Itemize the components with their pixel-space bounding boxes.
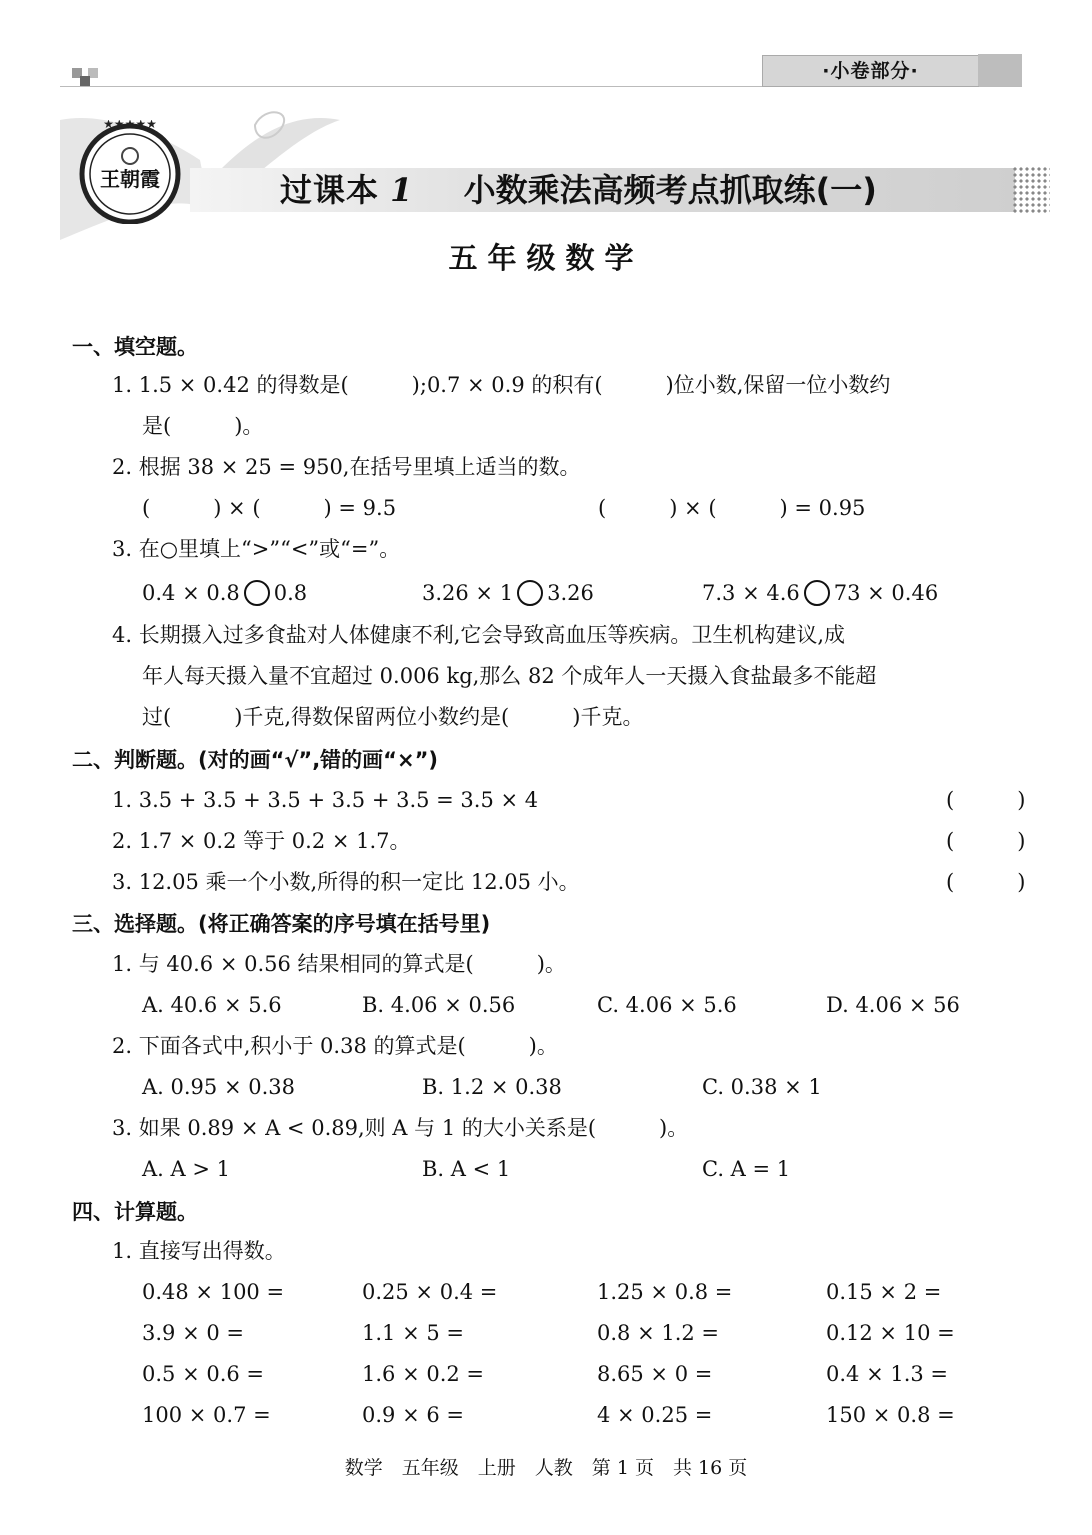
calc-item: 100 × 0.7 =: [142, 1403, 271, 1427]
calc-item: 0.9 × 6 =: [362, 1403, 464, 1427]
answer-paren[interactable]: ( ): [946, 870, 1026, 894]
question-text: 3. 在○里填上“>”“<”或“=”。: [112, 537, 401, 561]
choice-option: C. 0.38 × 1: [702, 1075, 822, 1099]
calc-item: 0.48 × 100 =: [142, 1280, 285, 1304]
calc-item: 8.65 × 0 =: [597, 1362, 713, 1386]
calc-item: 1.25 × 0.8 =: [597, 1280, 733, 1304]
calc-item: 3.9 × 0 =: [142, 1321, 244, 1345]
dot-pattern: [1012, 166, 1050, 214]
answer-blank: ( ) × ( ) = 0.95: [598, 496, 866, 520]
title-prefix: 过课本: [280, 171, 380, 209]
question-text: 1. 1.5 × 0.42 的得数是( );0.7 × 0.9 的积有( )位小数,保留一位小数约: [112, 373, 891, 397]
section-tab: ·小卷部分·: [762, 55, 979, 87]
compare-circle[interactable]: [804, 580, 830, 606]
choice-option: A. 40.6 × 5.6: [142, 993, 282, 1017]
answer-paren[interactable]: ( ): [946, 829, 1026, 853]
section-tab-side: [978, 54, 1022, 86]
calc-item: 0.8 × 1.2 =: [597, 1321, 720, 1345]
page-title: [280, 168, 1000, 212]
compare-item: 7.3 × 4.6 73 × 0.46: [702, 581, 939, 605]
judge-item: 2. 1.7 × 0.2 等于 0.2 × 1.7。: [112, 829, 411, 853]
choice-option: B. 4.06 × 0.56: [362, 993, 516, 1017]
judge-item: 3. 12.05 乘一个小数,所得的积一定比 12.05 小。: [112, 870, 580, 894]
decor-square: [80, 76, 90, 86]
question-text: 3. 如果 0.89 × A < 0.89,则 A 与 1 的大小关系是( )。: [112, 1116, 689, 1140]
svg-text:★★★★★: ★★★★★: [103, 120, 157, 131]
title-topic: 小数乘法高频考点抓取练(一): [463, 171, 877, 209]
calc-item: 1.1 × 5 =: [362, 1321, 464, 1345]
question-text: 过( )千克,得数保留两位小数约是( )千克。: [142, 705, 644, 729]
page-subtitle: 五年级数学: [448, 241, 644, 275]
question-text: 4. 长期摄入过多食盐对人体健康不利,它会导致高血压等疾病。卫生机构建议,成: [112, 623, 846, 647]
choice-option: B. 1.2 × 0.38: [422, 1075, 562, 1099]
calc-item: 150 × 0.8 =: [826, 1403, 955, 1427]
answer-blank: ( ) × ( ) = 9.5: [142, 496, 397, 520]
compare-item: 3.26 × 1 3.26: [422, 581, 594, 605]
choice-option: A. 0.95 × 0.38: [142, 1075, 295, 1099]
choice-option: B. A < 1: [422, 1157, 511, 1181]
calc-item: 0.12 × 10 =: [826, 1321, 955, 1345]
section-heading: 三、选择题。(将正确答案的序号填在括号里): [72, 912, 491, 936]
title-number: 1: [390, 171, 413, 209]
calc-item: 0.15 × 2 =: [826, 1280, 942, 1304]
choice-option: A. A > 1: [142, 1157, 230, 1181]
question-text: 1. 与 40.6 × 0.56 结果相同的算式是( )。: [112, 952, 566, 976]
section-heading: 四、计算题。: [72, 1200, 198, 1224]
svg-text:王朝霞: 王朝霞: [100, 167, 160, 191]
compare-item: 0.4 × 0.8 0.8: [142, 581, 308, 605]
section-heading: 一、填空题。: [72, 335, 198, 359]
question-text: 是( )。: [142, 414, 264, 438]
answer-paren[interactable]: ( ): [946, 788, 1026, 812]
question-text: 2. 根据 38 × 25 = 950,在括号里填上适当的数。: [112, 455, 581, 479]
choice-option: C. A = 1: [702, 1157, 791, 1181]
calc-item: 1.6 × 0.2 =: [362, 1362, 485, 1386]
choice-option: D. 4.06 × 56: [826, 993, 960, 1017]
calc-item: 0.25 × 0.4 =: [362, 1280, 498, 1304]
question-text: 2. 下面各式中,积小于 0.38 的算式是( )。: [112, 1034, 558, 1058]
compare-circle[interactable]: [517, 580, 543, 606]
choice-option: C. 4.06 × 5.6: [597, 993, 737, 1017]
section-heading: 二、判断题。(对的画“√”,错的画“×”): [72, 748, 438, 772]
calc-item: 0.5 × 0.6 =: [142, 1362, 265, 1386]
calc-item: 0.4 × 1.3 =: [826, 1362, 949, 1386]
publisher-logo: [78, 120, 182, 224]
calc-item: 4 × 0.25 =: [597, 1403, 713, 1427]
question-text: 1. 直接写出得数。: [112, 1239, 286, 1263]
judge-item: 1. 3.5 + 3.5 + 3.5 + 3.5 + 3.5 = 3.5 × 4: [112, 788, 539, 812]
page-footer: 数学 五年级 上册 人教 第 1 页 共 16 页: [344, 1457, 748, 1479]
question-text: 年人每天摄入量不宜超过 0.006 kg,那么 82 个成年人一天摄入食盐最多不能超: [142, 664, 877, 688]
compare-circle[interactable]: [244, 580, 270, 606]
